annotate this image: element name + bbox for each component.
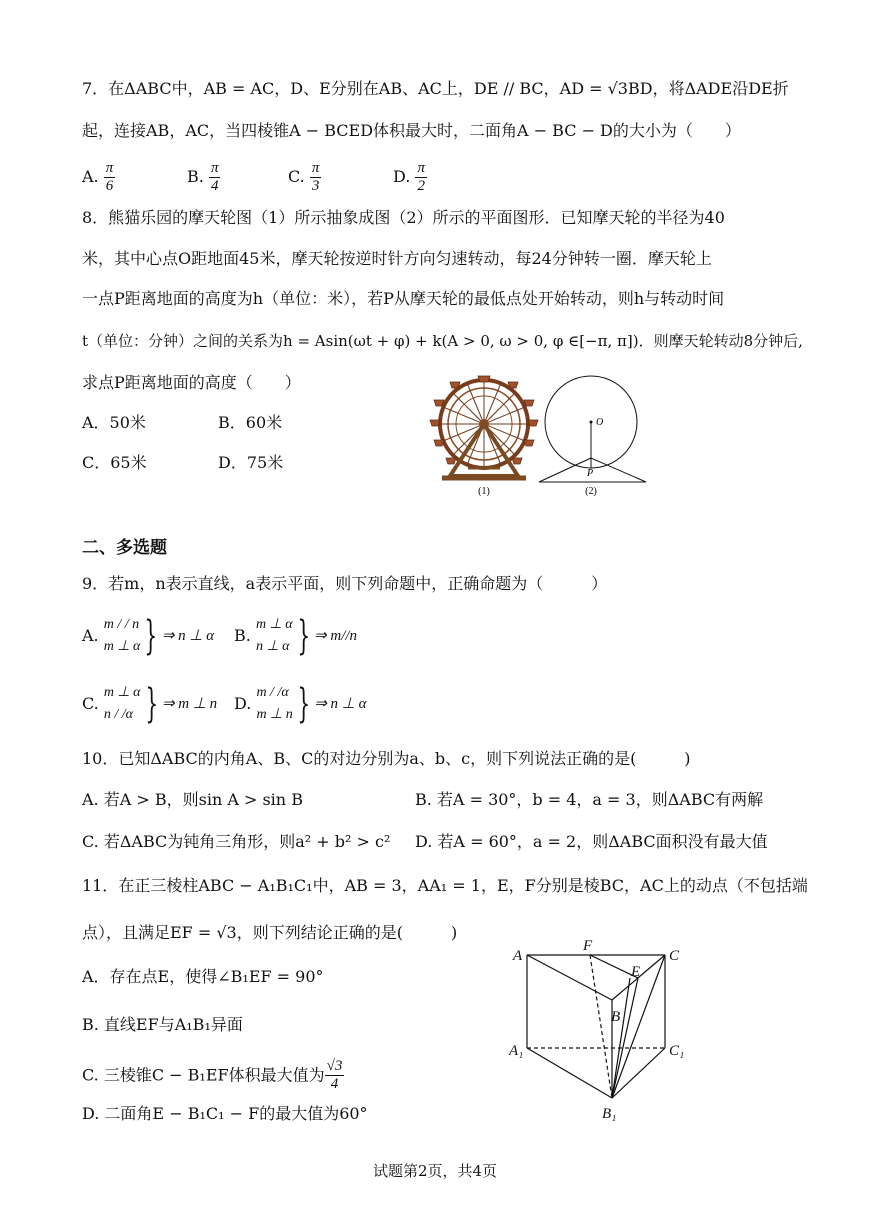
prism-figure	[505, 938, 705, 1133]
q8-line2: 米，其中心点O距地面45米，摩天轮按逆时针方向匀速转动，每24分钟转一圈．摩天轮上	[82, 249, 712, 268]
q11-option-a: A．存在点E，使得∠B₁EF = 90°	[82, 967, 324, 986]
page-footer: 试题第2页，共4页	[372, 1162, 498, 1180]
point-label: P	[587, 468, 594, 479]
q7-option-a: A. $\frac{\pi}{6}$	[82, 160, 114, 194]
q9-option-d: D. m / /α m ⊥ n } ⇒ n ⊥ α	[234, 681, 367, 727]
q9-option-b: B. m ⊥ α n ⊥ α } ⇒ m//n	[234, 613, 358, 659]
q8-option-d: D．75米	[218, 453, 284, 472]
wheel-diagram-figure	[536, 372, 656, 500]
center-label: O	[596, 417, 604, 428]
ferris-wheel-figure	[428, 372, 548, 500]
label-E: E	[631, 964, 641, 980]
label-A: A	[513, 948, 523, 964]
q9-option-c: C. m ⊥ α n / /α } ⇒ m ⊥ n	[82, 681, 218, 727]
section-title: 二、多选题	[82, 538, 167, 558]
label-F: F	[583, 938, 593, 954]
q8-option-b: B．60米	[218, 413, 283, 432]
q10-option-b: B. 若A = 30°，b = 4，a = 3，则ΔABC有两解	[415, 790, 764, 809]
q10-option-c: C. 若ΔABC为钝角三角形，则a² + b² > c²	[82, 832, 391, 851]
label-B: B	[611, 1009, 621, 1025]
q9-stem: 9．若m，n表示直线，a表示平面，则下列命题中，正确命题为（ ）	[82, 574, 608, 593]
q11-line1: 11．在正三棱柱ABC − A₁B₁C₁中，AB = 3，AA₁ = 1，E，F分别是棱BC，AC上的动点（不包括端	[82, 876, 808, 895]
center-point	[590, 421, 593, 424]
label-C1: C₁	[669, 1043, 685, 1059]
q11-option-b: B. 直线EF与A₁B₁异面	[82, 1015, 243, 1034]
ferris-wheel-illustration	[430, 376, 538, 478]
q11-option-d: D. 二面角E − B₁C₁ − F的最大值为60°	[82, 1104, 368, 1123]
q9-option-a: A. m / / n m ⊥ α } ⇒ n ⊥ α	[82, 613, 215, 659]
q7-option-d: D. $\frac{\pi}{2}$	[393, 160, 425, 194]
q7-option-c: C. $\frac{\pi}{3}$	[288, 160, 320, 194]
q8-option-c: C．65米	[82, 453, 147, 472]
q7-line1: 7．在ΔABC中，AB = AC，D、E分别在AB、AC上，DE // BC，AD = √3BD，将ΔADE沿DE折	[82, 79, 789, 98]
q10-stem: 10．已知ΔABC的内角A、B、C的对边分别为a、b、c，则下列说法正确的是( )	[82, 749, 691, 768]
fig1-caption: (1)	[478, 486, 490, 497]
q8-line3: 一点P距离地面的高度为h（单位：米），若P从摩天轮的最低点处开始转动，则h与转动时间	[82, 289, 725, 308]
q7-line2: 起，连接AB，AC，当四棱锥A − BCED体积最大时，二面角A − BC − D的大小为（ ）	[82, 121, 741, 140]
q8-line1: 8．熊猫乐园的摩天轮图（1）所示抽象成图（2）所示的平面图形．已知摩天轮的半径为40	[82, 208, 725, 227]
q11-line2: 点），且满足EF = √3，则下列结论正确的是( )	[82, 923, 458, 942]
q8-option-a: A．50米	[82, 413, 146, 432]
label-A1: A₁	[509, 1043, 524, 1059]
q10-option-a: A. 若A > B，则sin A > sin B	[82, 790, 303, 809]
q7-option-b: B. $\frac{\pi}{4}$	[187, 160, 219, 194]
label-B1: B₁	[602, 1106, 617, 1122]
label-C: C	[669, 948, 680, 964]
q11-option-c: C. 三棱锥C − B₁EF体积最大值为 $\frac{√3}{4}$	[82, 1058, 343, 1092]
q8-line4: t（单位：分钟）之间的关系为h = Asin(ωt + φ) + k(A > 0, ω > 0, φ ∈[−π, π])．则摩天轮转动8分钟后,	[82, 332, 803, 350]
q10-option-d: D. 若A = 60°，a = 2，则ΔABC面积没有最大值	[415, 832, 768, 851]
fig2-caption: (2)	[585, 486, 597, 497]
q8-line5: 求点P距离地面的高度（ ）	[82, 373, 301, 392]
